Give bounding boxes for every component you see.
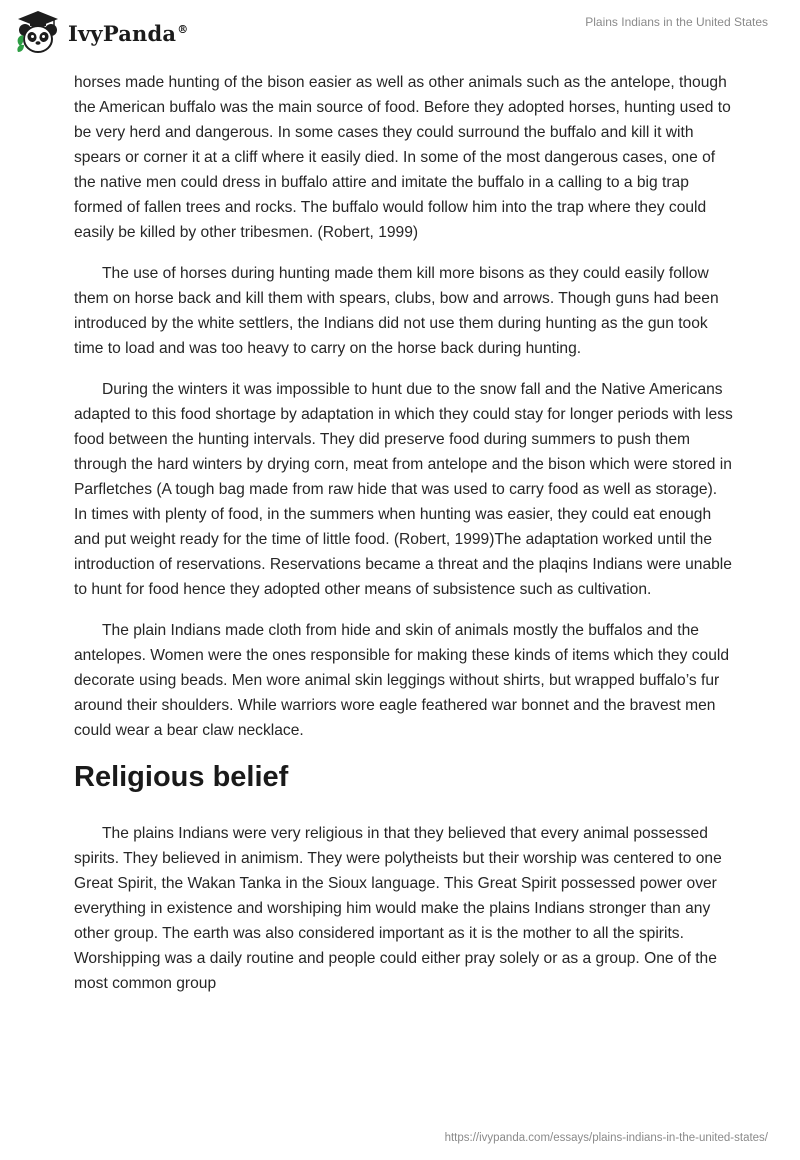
paragraph: The use of horses during hunting made them kill more bisons as they could easily follow them on horse back and kill them with spears, clubs, bow and arrows. Though guns had been introduced by the white settlers, the Indians did not use them during hunting as the gun took time to load and was too heavy to carry on the horse back during hunting. <box>74 265 719 357</box>
logo-text: IvyPanda <box>68 20 177 46</box>
document-title: Plains Indians in the United States <box>585 15 768 29</box>
ivypanda-logo[interactable] <box>14 8 188 56</box>
section-heading: Religious belief <box>74 761 289 793</box>
paragraph: During the winters it was impossible to hunt due to the snow fall and the Native Americans adapted to this food shortage by adaptation in which they could stay for longer periods with less food between the hunting intervals. They did preserve food during summers to push them through the hard winters by drying corn, meat from antelope and the bison which were stored in Parfletches (A tough bag made from raw hide that was used to carry food as well as storage). In times with plenty of food, in the summers when hunting was easier, they could eat enough and put weight ready for the time of little food. (Robert, 1999)The adaptation worked until the introduction of reservations. Reservations became a threat and the plaqins Indians were unable to hunt for food hence they adopted other means of subsistence such as cultivation. <box>74 381 733 598</box>
essay-content <box>74 70 734 1012</box>
paragraph: horses made hunting of the bison easier as well as other animals such as the antelope, though the American buffalo was the main source of food. Before they adopted horses, hunting used to be very herd and dangerous. In some cases they could surround the buffalo and kill it with spears or corner it at a cliff where it easily died. In some of the most dangerous cases, one of the native men could dress in buffalo attire and imitate the buffalo in a calling to a big trap formed of fallen trees and rocks. The buffalo would follow him into the trap where they could easily be killed by other tribesmen. (Robert, 1999) <box>74 74 731 241</box>
page-header <box>0 0 800 70</box>
paragraph: The plain Indians made cloth from hide and skin of animals mostly the buffalos and the antelopes. Women were the ones responsible for making these kinds of items which they could decorate using beads. Men wore animal skin leggings without shirts, but wrapped buffalo’s fur around their shoulders. While warriors wore eagle feathered war bonnet and the bravest men could wear a bear claw necklace. <box>74 622 729 739</box>
logo-registered-mark: ® <box>177 22 189 36</box>
paragraph: The plains Indians were very religious in that they believed that every animal possessed spirits. They believed in animism. They were polytheists but their worship was centered to one Great Spirit, the Wakan Tanka in the Sioux language. This Great Spirit possessed power over everything in existence and worshiping him would make the plains Indians stronger than any other group. The earth was also considered important as it is the mother to all the spirits. Worshipping was a daily routine and people could either pray solely or as a group. One of the most common group <box>74 825 722 992</box>
panda-graduate-icon <box>14 8 62 56</box>
source-url[interactable]: https://ivypanda.com/essays/plains-indians-in-the-united-states/ <box>444 1132 768 1144</box>
logo-wordmark <box>68 21 188 46</box>
